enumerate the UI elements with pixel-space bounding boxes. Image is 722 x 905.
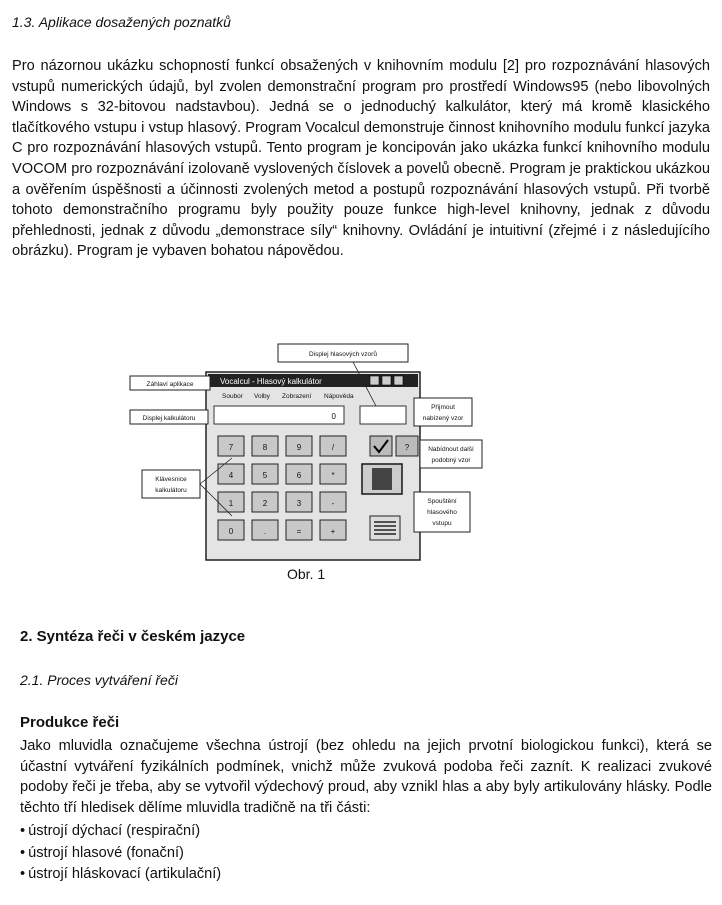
section-heading-2: 2. Syntéza řeči v českém jazyce [20, 628, 246, 645]
figure-vocalcul [128, 340, 488, 570]
calc-key-label: 4 [228, 471, 234, 480]
maximize-icon[interactable] [382, 376, 391, 385]
callout-start-text-2: hlasového [427, 509, 457, 516]
intro-paragraph: Pro názornou ukázku schopností funkcí obsažených v knihovním modulu [2] pro rozpoznávání hlasových vstupů numerických údajů, byl zvolen demonstrační program pro prostředí Windows95 (nebo libovolných Windows s 32-bitovou nadstavbou). Jedná se o jednoduchý kalkulátor, který má kromě klasického tlačítkového vstupu i vstup hlasový. Program Vocalcul demonstruje činnost knihovního modulu funkcí jazyka C pro rozpoznávání hlasových vstupů. Tento program je koncipován jako ukázka funkcí knihovního modulu VOCOM pro rozpoznávání izolovaně vyslovených číslovek a povelů obecně. Program je praktickou ukázkou a ověřením úspěšnosti a účinnosti zvolených metod a postupů rozpoznávání hlasových vstupů. Při tvorbě tohoto demonstračního programu byly použity pouze funkce high-level knihovny, jednak z důvodu přehlednosti, jednak z důvodu „demonstrace síly“ knihovny. Ovládání je intuitivní (zřejmé i z následujícího obrázku). Program je vybaven bohatou nápovědou. [12, 58, 710, 260]
callout-display-voice-text: Displej hlasových vzorů [309, 351, 377, 358]
calc-key-label: * [331, 471, 335, 480]
callout-keyboard-text-2: kalkulátoru [155, 487, 187, 494]
list-item: • ústrojí hlasové (fonační) [20, 843, 221, 865]
close-icon[interactable] [394, 376, 403, 385]
question-icon: ? [404, 443, 410, 452]
callout-start-text-1: Spouštění [427, 498, 457, 505]
start-voice-input-button[interactable] [370, 516, 400, 540]
callout-start-text-3: vstupu [432, 520, 452, 527]
subheading-produkce: Produkce řeči [20, 714, 120, 731]
window-title: Vocalcul - Hlasový kalkulátor [220, 377, 322, 386]
calc-key-label: 8 [262, 443, 268, 452]
callout-keyboard-text-1: Klávesnice [155, 476, 187, 483]
calc-key-label: = [296, 527, 302, 536]
calc-key-label: 3 [296, 499, 302, 508]
minimize-icon[interactable] [370, 376, 379, 385]
section-heading-1-3: 1.3. Aplikace dosažených poznatků [12, 14, 231, 30]
calculator-display [214, 406, 344, 424]
calc-key-label: . [263, 527, 267, 536]
calc-key-label: 0 [228, 527, 234, 536]
display-value: 0 [331, 412, 336, 421]
section-heading-2-1: 2.1. Proces vytváření řeči [20, 672, 178, 688]
list-item: • ústrojí dýchací (respirační) [20, 821, 221, 843]
calc-key-label: + [330, 527, 336, 536]
callout-accept-text-1: Přijmout [431, 404, 455, 411]
menu-soubor[interactable]: Soubor [222, 393, 243, 400]
produkce-paragraph: Jako mluvidla označujeme všechna ústrojí (bez ohledu na jejich prvotní biologickou funkci), která se účastní vytváření fyzikálních podmínek, vnichž může zvuková podoba řeči zaznít. K realizaci zvukové podoby řeči je třeba, aby se vytvořil výdechový proud, aby vznikl hlas a aby byly artikulovány hlásky. Podle těchto tří hledisek dělíme mluvidla tradičně na tři části: [20, 738, 712, 816]
callout-accept-text-2: nabízený vzor [422, 415, 464, 422]
callout-offer-text-2: podobný vzor [431, 457, 471, 464]
list-item: • ústrojí hláskovací (artikulační) [20, 864, 221, 886]
calc-key-label: 6 [296, 471, 302, 480]
calc-key-label: 9 [296, 443, 302, 452]
callout-offer-text-1: Nabídnout další [428, 446, 474, 453]
figure-caption: Obr. 1 [287, 566, 326, 582]
callout-calc-display-text: Displej kalkulátoru [142, 415, 196, 422]
speaker-icon [372, 468, 392, 490]
calc-key-label: 7 [228, 443, 234, 452]
figure-drawing [128, 340, 488, 570]
calc-key-label: 5 [262, 471, 268, 480]
callout-title-bar-text: Záhlaví aplikace [146, 381, 194, 388]
calc-key-label: / [331, 443, 335, 452]
calc-key-label: 1 [228, 499, 234, 508]
voice-pattern-display [360, 406, 406, 424]
calc-key-label: 2 [262, 499, 268, 508]
organ-list [20, 821, 221, 886]
menu-zobrazeni[interactable]: Zobrazení [282, 393, 312, 400]
menu-napoveda[interactable]: Nápověda [324, 393, 354, 400]
accept-pattern-button[interactable] [370, 436, 392, 456]
calc-key-label: - [331, 499, 335, 508]
menu-volby[interactable]: Volby [254, 393, 270, 400]
